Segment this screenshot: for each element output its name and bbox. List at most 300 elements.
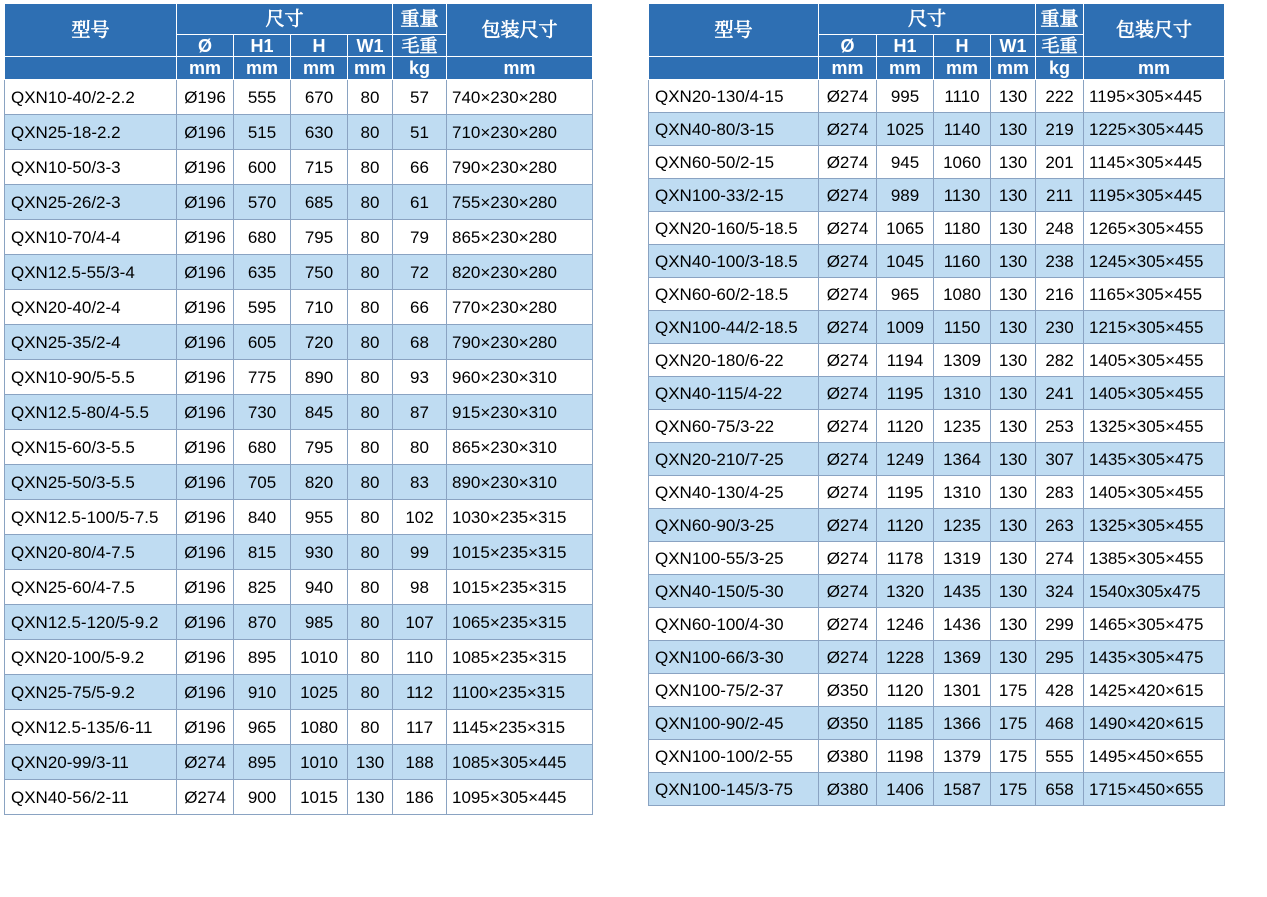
diameter-cell: Ø196 [177, 710, 234, 745]
w1-cell: 130 [991, 410, 1036, 443]
table-row [649, 245, 1225, 278]
package-cell: 1490×420×615 [1084, 707, 1225, 740]
package-cell: 1165×305×455 [1084, 278, 1225, 311]
package-cell: 1100×235×315 [447, 675, 593, 710]
w1-cell: 130 [991, 278, 1036, 311]
h-cell: 715 [291, 150, 348, 185]
h-cell: 1310 [934, 476, 991, 509]
h-cell: 985 [291, 605, 348, 640]
table-row [649, 410, 1225, 443]
package-cell: 1215×305×455 [1084, 311, 1225, 344]
model-cell: QXN40-56/2-11 [5, 780, 177, 815]
weight-cell: 66 [393, 290, 447, 325]
header-weight: 重量 [1036, 4, 1084, 35]
weight-cell: 117 [393, 710, 447, 745]
package-cell: 890×230×310 [447, 465, 593, 500]
unit-h: mm [291, 57, 348, 80]
w1-cell: 80 [348, 115, 393, 150]
weight-cell: 102 [393, 500, 447, 535]
diameter-cell: Ø350 [819, 674, 877, 707]
h-cell: 795 [291, 430, 348, 465]
diameter-cell: Ø350 [819, 707, 877, 740]
model-cell: QXN100-33/2-15 [649, 179, 819, 212]
weight-cell: 658 [1036, 773, 1084, 806]
h-cell: 1436 [934, 608, 991, 641]
w1-cell: 130 [991, 575, 1036, 608]
h-cell: 1235 [934, 509, 991, 542]
package-cell: 1405×305×455 [1084, 377, 1225, 410]
package-cell: 1385×305×455 [1084, 542, 1225, 575]
diameter-cell: Ø274 [819, 410, 877, 443]
model-cell: QXN20-99/3-11 [5, 745, 177, 780]
package-cell: 1325×305×455 [1084, 509, 1225, 542]
weight-cell: 80 [393, 430, 447, 465]
h-cell: 1080 [291, 710, 348, 745]
h-cell: 1369 [934, 641, 991, 674]
model-cell: QXN12.5-55/3-4 [5, 255, 177, 290]
diameter-cell: Ø274 [819, 311, 877, 344]
package-cell: 1265×305×455 [1084, 212, 1225, 245]
model-cell: QXN60-75/3-22 [649, 410, 819, 443]
diameter-cell: Ø274 [819, 113, 877, 146]
diameter-cell: Ø196 [177, 325, 234, 360]
table-row [5, 500, 593, 535]
weight-cell: 299 [1036, 608, 1084, 641]
model-cell: QXN60-100/4-30 [649, 608, 819, 641]
w1-cell: 80 [348, 465, 393, 500]
h1-cell: 910 [234, 675, 291, 710]
diameter-cell: Ø274 [177, 745, 234, 780]
table-row [5, 640, 593, 675]
h1-cell: 989 [877, 179, 934, 212]
unit-model [5, 57, 177, 80]
weight-cell: 283 [1036, 476, 1084, 509]
w1-cell: 80 [348, 675, 393, 710]
h1-cell: 600 [234, 150, 291, 185]
diameter-cell: Ø196 [177, 675, 234, 710]
w1-cell: 130 [991, 113, 1036, 146]
model-cell: QXN20-210/7-25 [649, 443, 819, 476]
w1-cell: 175 [991, 674, 1036, 707]
package-cell: 1325×305×455 [1084, 410, 1225, 443]
package-cell: 1195×305×445 [1084, 80, 1225, 113]
w1-cell: 130 [991, 476, 1036, 509]
diameter-cell: Ø274 [819, 278, 877, 311]
model-cell: QXN10-70/4-4 [5, 220, 177, 255]
table-row [649, 113, 1225, 146]
h1-cell: 775 [234, 360, 291, 395]
w1-cell: 80 [348, 535, 393, 570]
weight-cell: 51 [393, 115, 447, 150]
h1-cell: 635 [234, 255, 291, 290]
table-row [649, 311, 1225, 344]
diameter-cell: Ø196 [177, 255, 234, 290]
header-package: 包装尺寸 [1084, 4, 1225, 57]
package-cell: 770×230×280 [447, 290, 593, 325]
h-cell: 1130 [934, 179, 991, 212]
unit-w1: mm [991, 57, 1036, 80]
weight-cell: 263 [1036, 509, 1084, 542]
h-cell: 710 [291, 290, 348, 325]
w1-cell: 130 [991, 80, 1036, 113]
weight-cell: 79 [393, 220, 447, 255]
unit-model [649, 57, 819, 80]
spec-table-right [648, 3, 1225, 806]
h1-cell: 1120 [877, 509, 934, 542]
header-diameter: Ø [819, 35, 877, 57]
model-cell: QXN12.5-135/6-11 [5, 710, 177, 745]
diameter-cell: Ø380 [819, 740, 877, 773]
table-row [649, 674, 1225, 707]
package-cell: 960×230×310 [447, 360, 593, 395]
h1-cell: 605 [234, 325, 291, 360]
diameter-cell: Ø274 [819, 641, 877, 674]
header-h1: H1 [234, 35, 291, 57]
unit-package: mm [1084, 57, 1225, 80]
table-row [5, 535, 593, 570]
model-cell: QXN40-100/3-18.5 [649, 245, 819, 278]
header-h: H [291, 35, 348, 57]
table-row [5, 220, 593, 255]
w1-cell: 80 [348, 570, 393, 605]
h-cell: 955 [291, 500, 348, 535]
weight-cell: 238 [1036, 245, 1084, 278]
w1-cell: 175 [991, 740, 1036, 773]
h-cell: 720 [291, 325, 348, 360]
header-diameter: Ø [177, 35, 234, 57]
model-cell: QXN40-115/4-22 [649, 377, 819, 410]
model-cell: QXN100-44/2-18.5 [649, 311, 819, 344]
w1-cell: 80 [348, 430, 393, 465]
w1-cell: 130 [991, 542, 1036, 575]
package-cell: 1145×235×315 [447, 710, 593, 745]
package-cell: 1085×235×315 [447, 640, 593, 675]
h1-cell: 1195 [877, 476, 934, 509]
w1-cell: 130 [991, 212, 1036, 245]
diameter-cell: Ø380 [819, 773, 877, 806]
w1-cell: 80 [348, 360, 393, 395]
package-cell: 1435×305×475 [1084, 443, 1225, 476]
weight-cell: 216 [1036, 278, 1084, 311]
w1-cell: 130 [991, 443, 1036, 476]
diameter-cell: Ø196 [177, 220, 234, 255]
h1-cell: 1198 [877, 740, 934, 773]
weight-cell: 93 [393, 360, 447, 395]
model-cell: QXN60-60/2-18.5 [649, 278, 819, 311]
table-header [649, 4, 1225, 80]
weight-cell: 211 [1036, 179, 1084, 212]
diameter-cell: Ø196 [177, 360, 234, 395]
table-row [649, 509, 1225, 542]
diameter-cell: Ø274 [819, 377, 877, 410]
table-row [5, 290, 593, 325]
unit-package: mm [447, 57, 593, 80]
h1-cell: 900 [234, 780, 291, 815]
table-row [5, 185, 593, 220]
model-cell: QXN40-150/5-30 [649, 575, 819, 608]
model-cell: QXN12.5-120/5-9.2 [5, 605, 177, 640]
unit-h1: mm [234, 57, 291, 80]
weight-cell: 253 [1036, 410, 1084, 443]
model-cell: QXN25-75/5-9.2 [5, 675, 177, 710]
h-cell: 1150 [934, 311, 991, 344]
table-row [5, 430, 593, 465]
model-cell: QXN10-90/5-5.5 [5, 360, 177, 395]
weight-cell: 112 [393, 675, 447, 710]
table-row [5, 360, 593, 395]
table-row [649, 641, 1225, 674]
table-row [649, 608, 1225, 641]
header-gross-weight: 毛重 [393, 35, 447, 57]
table-row [649, 443, 1225, 476]
diameter-cell: Ø196 [177, 150, 234, 185]
weight-cell: 248 [1036, 212, 1084, 245]
table-row [5, 325, 593, 360]
weight-cell: 219 [1036, 113, 1084, 146]
h1-cell: 815 [234, 535, 291, 570]
h-cell: 930 [291, 535, 348, 570]
w1-cell: 80 [348, 255, 393, 290]
weight-cell: 230 [1036, 311, 1084, 344]
diameter-cell: Ø274 [819, 509, 877, 542]
h1-cell: 965 [877, 278, 934, 311]
h-cell: 1379 [934, 740, 991, 773]
weight-cell: 468 [1036, 707, 1084, 740]
package-cell: 1095×305×445 [447, 780, 593, 815]
weight-cell: 66 [393, 150, 447, 185]
model-cell: QXN20-100/5-9.2 [5, 640, 177, 675]
w1-cell: 130 [348, 780, 393, 815]
model-cell: QXN20-80/4-7.5 [5, 535, 177, 570]
model-cell: QXN100-90/2-45 [649, 707, 819, 740]
package-cell: 1145×305×445 [1084, 146, 1225, 179]
diameter-cell: Ø196 [177, 290, 234, 325]
table-row [5, 115, 593, 150]
model-cell: QXN25-50/3-5.5 [5, 465, 177, 500]
table-row [5, 395, 593, 430]
diameter-cell: Ø196 [177, 465, 234, 500]
w1-cell: 130 [991, 509, 1036, 542]
package-cell: 1015×235×315 [447, 570, 593, 605]
weight-cell: 61 [393, 185, 447, 220]
unit-w1: mm [348, 57, 393, 80]
table-row [5, 255, 593, 290]
w1-cell: 80 [348, 150, 393, 185]
h1-cell: 1045 [877, 245, 934, 278]
w1-cell: 80 [348, 710, 393, 745]
package-cell: 1195×305×445 [1084, 179, 1225, 212]
h-cell: 1025 [291, 675, 348, 710]
model-cell: QXN25-35/2-4 [5, 325, 177, 360]
w1-cell: 130 [991, 311, 1036, 344]
h-cell: 1110 [934, 80, 991, 113]
w1-cell: 80 [348, 500, 393, 535]
w1-cell: 80 [348, 290, 393, 325]
w1-cell: 130 [991, 608, 1036, 641]
w1-cell: 130 [991, 344, 1036, 377]
weight-cell: 295 [1036, 641, 1084, 674]
h1-cell: 1195 [877, 377, 934, 410]
w1-cell: 130 [348, 745, 393, 780]
diameter-cell: Ø196 [177, 570, 234, 605]
model-cell: QXN12.5-80/4-5.5 [5, 395, 177, 430]
diameter-cell: Ø274 [819, 80, 877, 113]
diameter-cell: Ø196 [177, 395, 234, 430]
h-cell: 685 [291, 185, 348, 220]
h-cell: 1319 [934, 542, 991, 575]
weight-cell: 186 [393, 780, 447, 815]
model-cell: QXN10-40/2-2.2 [5, 80, 177, 115]
header-weight: 重量 [393, 4, 447, 35]
h1-cell: 995 [877, 80, 934, 113]
h1-cell: 870 [234, 605, 291, 640]
unit-diameter: mm [177, 57, 234, 80]
table-row [649, 377, 1225, 410]
table-row [5, 150, 593, 185]
h-cell: 1301 [934, 674, 991, 707]
w1-cell: 130 [991, 641, 1036, 674]
weight-cell: 83 [393, 465, 447, 500]
h-cell: 820 [291, 465, 348, 500]
package-cell: 1435×305×475 [1084, 641, 1225, 674]
h-cell: 1010 [291, 745, 348, 780]
model-cell: QXN100-100/2-55 [649, 740, 819, 773]
table-header [5, 4, 593, 80]
h-cell: 1587 [934, 773, 991, 806]
h1-cell: 1025 [877, 113, 934, 146]
table-body [5, 80, 593, 815]
model-cell: QXN25-26/2-3 [5, 185, 177, 220]
model-cell: QXN25-60/4-7.5 [5, 570, 177, 605]
h1-cell: 1185 [877, 707, 934, 740]
diameter-cell: Ø274 [819, 575, 877, 608]
package-cell: 1540x305x475 [1084, 575, 1225, 608]
table-row [5, 80, 593, 115]
diameter-cell: Ø274 [177, 780, 234, 815]
w1-cell: 80 [348, 325, 393, 360]
diameter-cell: Ø196 [177, 640, 234, 675]
weight-cell: 99 [393, 535, 447, 570]
h1-cell: 1009 [877, 311, 934, 344]
package-cell: 865×230×310 [447, 430, 593, 465]
diameter-cell: Ø274 [819, 179, 877, 212]
model-cell: QXN25-18-2.2 [5, 115, 177, 150]
table-row [649, 542, 1225, 575]
table-row [649, 575, 1225, 608]
w1-cell: 175 [991, 773, 1036, 806]
diameter-cell: Ø196 [177, 535, 234, 570]
weight-cell: 555 [1036, 740, 1084, 773]
weight-cell: 110 [393, 640, 447, 675]
h1-cell: 1120 [877, 410, 934, 443]
model-cell: QXN100-145/3-75 [649, 773, 819, 806]
model-cell: QXN40-130/4-25 [649, 476, 819, 509]
model-cell: QXN15-60/3-5.5 [5, 430, 177, 465]
h-cell: 1140 [934, 113, 991, 146]
model-cell: QXN20-40/2-4 [5, 290, 177, 325]
h-cell: 1364 [934, 443, 991, 476]
table-body [649, 80, 1225, 806]
weight-cell: 72 [393, 255, 447, 290]
diameter-cell: Ø196 [177, 500, 234, 535]
h-cell: 1235 [934, 410, 991, 443]
package-cell: 915×230×310 [447, 395, 593, 430]
package-cell: 755×230×280 [447, 185, 593, 220]
diameter-cell: Ø196 [177, 80, 234, 115]
table-row [5, 675, 593, 710]
table-row [649, 773, 1225, 806]
package-cell: 790×230×280 [447, 325, 593, 360]
spec-table-left [4, 3, 593, 815]
package-cell: 1225×305×445 [1084, 113, 1225, 146]
w1-cell: 175 [991, 707, 1036, 740]
package-cell: 1495×450×655 [1084, 740, 1225, 773]
diameter-cell: Ø196 [177, 430, 234, 465]
h1-cell: 730 [234, 395, 291, 430]
model-cell: QXN100-55/3-25 [649, 542, 819, 575]
w1-cell: 80 [348, 395, 393, 430]
header-w1: W1 [991, 35, 1036, 57]
table-row [649, 278, 1225, 311]
weight-cell: 57 [393, 80, 447, 115]
package-cell: 1425×420×615 [1084, 674, 1225, 707]
h-cell: 1180 [934, 212, 991, 245]
package-cell: 1405×305×455 [1084, 344, 1225, 377]
w1-cell: 80 [348, 640, 393, 675]
table-row [649, 707, 1225, 740]
w1-cell: 80 [348, 605, 393, 640]
w1-cell: 130 [991, 245, 1036, 278]
package-cell: 740×230×280 [447, 80, 593, 115]
weight-cell: 307 [1036, 443, 1084, 476]
h1-cell: 825 [234, 570, 291, 605]
h-cell: 795 [291, 220, 348, 255]
diameter-cell: Ø274 [819, 542, 877, 575]
diameter-cell: Ø274 [819, 476, 877, 509]
h-cell: 1080 [934, 278, 991, 311]
h1-cell: 945 [877, 146, 934, 179]
model-cell: QXN20-130/4-15 [649, 80, 819, 113]
diameter-cell: Ø274 [819, 146, 877, 179]
h-cell: 670 [291, 80, 348, 115]
table-row [649, 146, 1225, 179]
header-w1: W1 [348, 35, 393, 57]
h1-cell: 965 [234, 710, 291, 745]
unit-h: mm [934, 57, 991, 80]
weight-cell: 428 [1036, 674, 1084, 707]
unit-weight: kg [1036, 57, 1084, 80]
table-row [5, 605, 593, 640]
table-row [5, 745, 593, 780]
weight-cell: 241 [1036, 377, 1084, 410]
diameter-cell: Ø274 [819, 212, 877, 245]
model-cell: QXN10-50/3-3 [5, 150, 177, 185]
weight-cell: 188 [393, 745, 447, 780]
table-row [649, 476, 1225, 509]
package-cell: 1245×305×455 [1084, 245, 1225, 278]
header-h1: H1 [877, 35, 934, 57]
package-cell: 820×230×280 [447, 255, 593, 290]
h1-cell: 1120 [877, 674, 934, 707]
h1-cell: 1228 [877, 641, 934, 674]
h1-cell: 1320 [877, 575, 934, 608]
h1-cell: 1406 [877, 773, 934, 806]
h-cell: 1160 [934, 245, 991, 278]
table-row [649, 740, 1225, 773]
w1-cell: 130 [991, 146, 1036, 179]
h1-cell: 895 [234, 745, 291, 780]
header-model: 型号 [5, 4, 177, 57]
